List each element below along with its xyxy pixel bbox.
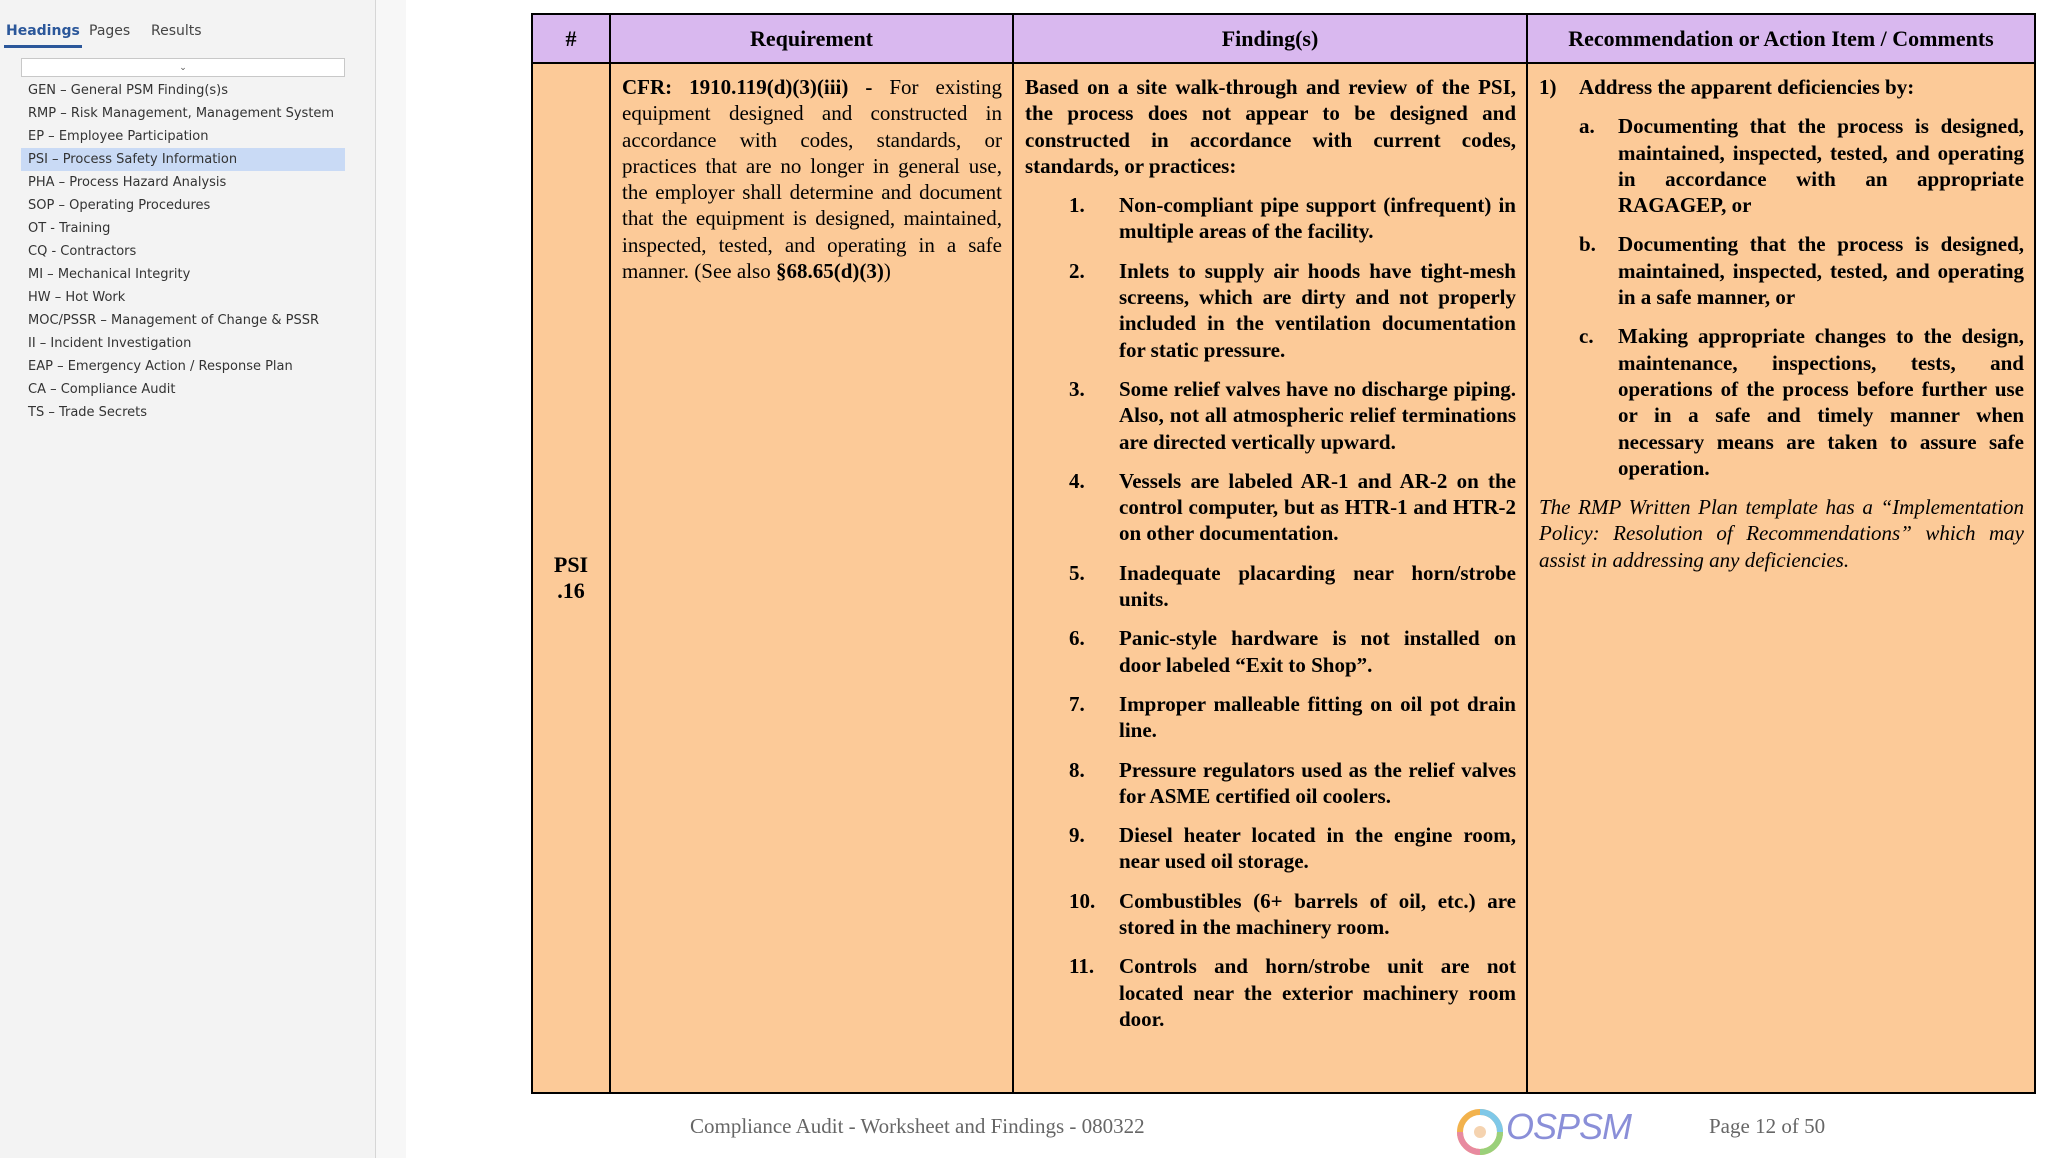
findings-cell bbox=[1013, 63, 1527, 1093]
heading-item[interactable]: GEN – General PSM Finding(s)s bbox=[28, 83, 229, 98]
heading-item[interactable]: II – Incident Investigation bbox=[28, 336, 192, 351]
row-number-prefix: PSI bbox=[553, 551, 589, 577]
recommendation-head bbox=[1539, 74, 2024, 100]
finding-number: 6. bbox=[1069, 626, 1085, 651]
header-requirement: Requirement bbox=[610, 14, 1013, 63]
table-header-row bbox=[532, 14, 2035, 63]
finding-text: Inadequate placarding near horn/strobe units. bbox=[1119, 560, 1516, 612]
recommendation-note: The RMP Written Plan template has a “Implementation Policy: Resolution of Recommendations” which may assist in addressing any deficiencies. bbox=[1539, 495, 2024, 572]
requirement-close: ) bbox=[883, 259, 891, 284]
heading-item[interactable]: RMP – Risk Management, Management System bbox=[28, 106, 335, 121]
header-recommendation: Recommendation or Action Item / Comments bbox=[1527, 14, 2035, 63]
finding-number: 5. bbox=[1069, 560, 1085, 585]
finding-text: Improper malleable fitting on oil pot drain line. bbox=[1119, 691, 1516, 743]
finding-number: 8. bbox=[1069, 757, 1085, 782]
finding-item bbox=[1025, 953, 1516, 1032]
search-input[interactable] bbox=[21, 58, 345, 77]
finding-item bbox=[1025, 376, 1516, 455]
recommendation-text: Making appropriate changes to the design, maintenance, inspections, tests, and operations of the process before further use or in a safe and timely manner when necessary means are taken to assure safe operation. bbox=[1618, 324, 2024, 480]
tab-pages[interactable]: Pages bbox=[89, 23, 131, 39]
heading-item[interactable]: HW – Hot Work bbox=[28, 290, 126, 305]
recommendation-text: Documenting that the process is designed, maintained, inspected, tested, and operating in accordance with an appropriate RAGAGEP, or bbox=[1618, 114, 2024, 218]
document-margin bbox=[376, 0, 406, 1158]
requirement-text: For existing equipment designed and constructed in accordance with codes, standards, or practices that are no longer in general use, the employer shall determine and document that the equipment is designed, maintained, inspected, tested, and operating in a safe manner. (See also bbox=[622, 75, 1002, 284]
recommendation-list bbox=[1539, 113, 2024, 481]
finding-item bbox=[1025, 691, 1516, 744]
findings-list bbox=[1025, 192, 1516, 1032]
finding-item bbox=[1025, 468, 1516, 547]
requirement-cell bbox=[610, 63, 1013, 1093]
chevron-down-icon[interactable]: ⌄ bbox=[179, 62, 187, 72]
ospsm-logo-icon bbox=[1456, 1108, 1504, 1156]
finding-number: 9. bbox=[1069, 823, 1085, 848]
heading-item[interactable]: CQ - Contractors bbox=[28, 244, 137, 259]
recommendation-head-text: Address the apparent deficiencies by: bbox=[1579, 75, 1915, 99]
recommendation-item bbox=[1539, 323, 2024, 481]
finding-item bbox=[1025, 822, 1516, 875]
finding-text: Panic-style hardware is not installed on door labeled “Exit to Shop”. bbox=[1119, 626, 1516, 677]
finding-text: Diesel heater located in the engine room, near used oil storage. bbox=[1119, 823, 1516, 874]
heading-list bbox=[21, 79, 345, 424]
tab-headings[interactable]: Headings bbox=[6, 18, 80, 44]
see-also-reference: §68.65(d)(3) bbox=[775, 259, 884, 284]
finding-item bbox=[1025, 258, 1516, 363]
recommendation-letter: b. bbox=[1579, 232, 1596, 257]
finding-item bbox=[1025, 560, 1516, 613]
recommendation-letter: a. bbox=[1579, 114, 1595, 139]
logo-text: OSPSM bbox=[1506, 1106, 1632, 1147]
finding-item bbox=[1025, 757, 1516, 810]
finding-number: 3. bbox=[1069, 376, 1085, 401]
finding-item bbox=[1025, 625, 1516, 678]
nav-tab-bar bbox=[0, 18, 376, 52]
page-footer bbox=[531, 1108, 2034, 1148]
recommendation-text: Documenting that the process is designed, maintained, inspected, tested, and operating in a safe manner, or bbox=[1618, 232, 2024, 310]
recommendation-head-number: 1) bbox=[1539, 75, 1557, 99]
finding-item bbox=[1025, 888, 1516, 941]
finding-number: 4. bbox=[1069, 468, 1085, 493]
finding-number: 11. bbox=[1069, 954, 1095, 979]
finding-text: Inlets to supply air hoods have tight-mesh screens, which are dirty and not properly included in the ventilation documentation for static pressure. bbox=[1119, 258, 1516, 362]
finding-number: 7. bbox=[1069, 691, 1085, 716]
findings-intro: Based on a site walk-through and review of the PSI, the process does not appear to be designed and constructed in accordance with current codes, standards, or practices: bbox=[1025, 75, 1516, 178]
row-number-cell bbox=[532, 63, 610, 1093]
recommendation-item bbox=[1539, 113, 2024, 218]
table-row bbox=[532, 63, 2035, 1093]
footer-title: Compliance Audit - Worksheet and Findings - 080322 bbox=[690, 1114, 1145, 1138]
heading-item[interactable]: EAP – Emergency Action / Response Plan bbox=[28, 359, 293, 374]
heading-item[interactable]: EP – Employee Participation bbox=[28, 129, 209, 144]
recommendation-item bbox=[1539, 231, 2024, 310]
finding-text: Non-compliant pipe support (infrequent) in multiple areas of the facility. bbox=[1119, 193, 1516, 244]
ospsm-logo bbox=[1456, 1108, 1636, 1156]
row-number-suffix: .16 bbox=[557, 578, 585, 603]
heading-item[interactable]: PHA – Process Hazard Analysis bbox=[28, 175, 227, 190]
heading-item[interactable]: TS – Trade Secrets bbox=[28, 405, 148, 420]
heading-item[interactable]: SOP – Operating Procedures bbox=[28, 198, 211, 213]
finding-text: Controls and horn/strobe unit are not located near the exterior machinery room door. bbox=[1119, 954, 1516, 1031]
audit-table bbox=[531, 13, 2036, 1094]
finding-text: Pressure regulators used as the relief valves for ASME certified oil coolers. bbox=[1119, 757, 1516, 808]
tab-results[interactable]: Results bbox=[151, 23, 202, 39]
header-findings: Finding(s) bbox=[1013, 14, 1527, 63]
header-number: # bbox=[532, 14, 610, 63]
recommendation-letter: c. bbox=[1579, 324, 1594, 349]
finding-text: Vessels are labeled AR-1 and AR-2 on the control computer, but as HTR-1 and HTR-2 on other documentation. bbox=[1119, 468, 1516, 546]
heading-item[interactable]: PSI – Process Safety Information bbox=[21, 148, 345, 171]
finding-number: 2. bbox=[1069, 258, 1085, 283]
cfr-reference: CFR: 1910.119(d)(3)(iii) - bbox=[622, 75, 873, 99]
navigation-pane bbox=[0, 0, 376, 1158]
finding-text: Combustibles (6+ barrels of oil, etc.) are stored in the machinery room. bbox=[1119, 888, 1516, 940]
page-number: Page 12 of 50 bbox=[1709, 1114, 1826, 1138]
heading-item[interactable]: OT - Training bbox=[28, 221, 111, 236]
recommendation-cell bbox=[1527, 63, 2035, 1093]
finding-number: 10. bbox=[1069, 888, 1096, 913]
heading-item[interactable]: CA – Compliance Audit bbox=[28, 382, 176, 397]
heading-item[interactable]: MI – Mechanical Integrity bbox=[28, 267, 191, 282]
heading-item[interactable]: MOC/PSSR – Management of Change & PSSR bbox=[28, 313, 320, 328]
finding-text: Some relief valves have no discharge piping. Also, not all atmospheric relief terminations are directed vertically upward. bbox=[1119, 376, 1516, 454]
finding-item bbox=[1025, 192, 1516, 245]
finding-number: 1. bbox=[1069, 193, 1085, 218]
